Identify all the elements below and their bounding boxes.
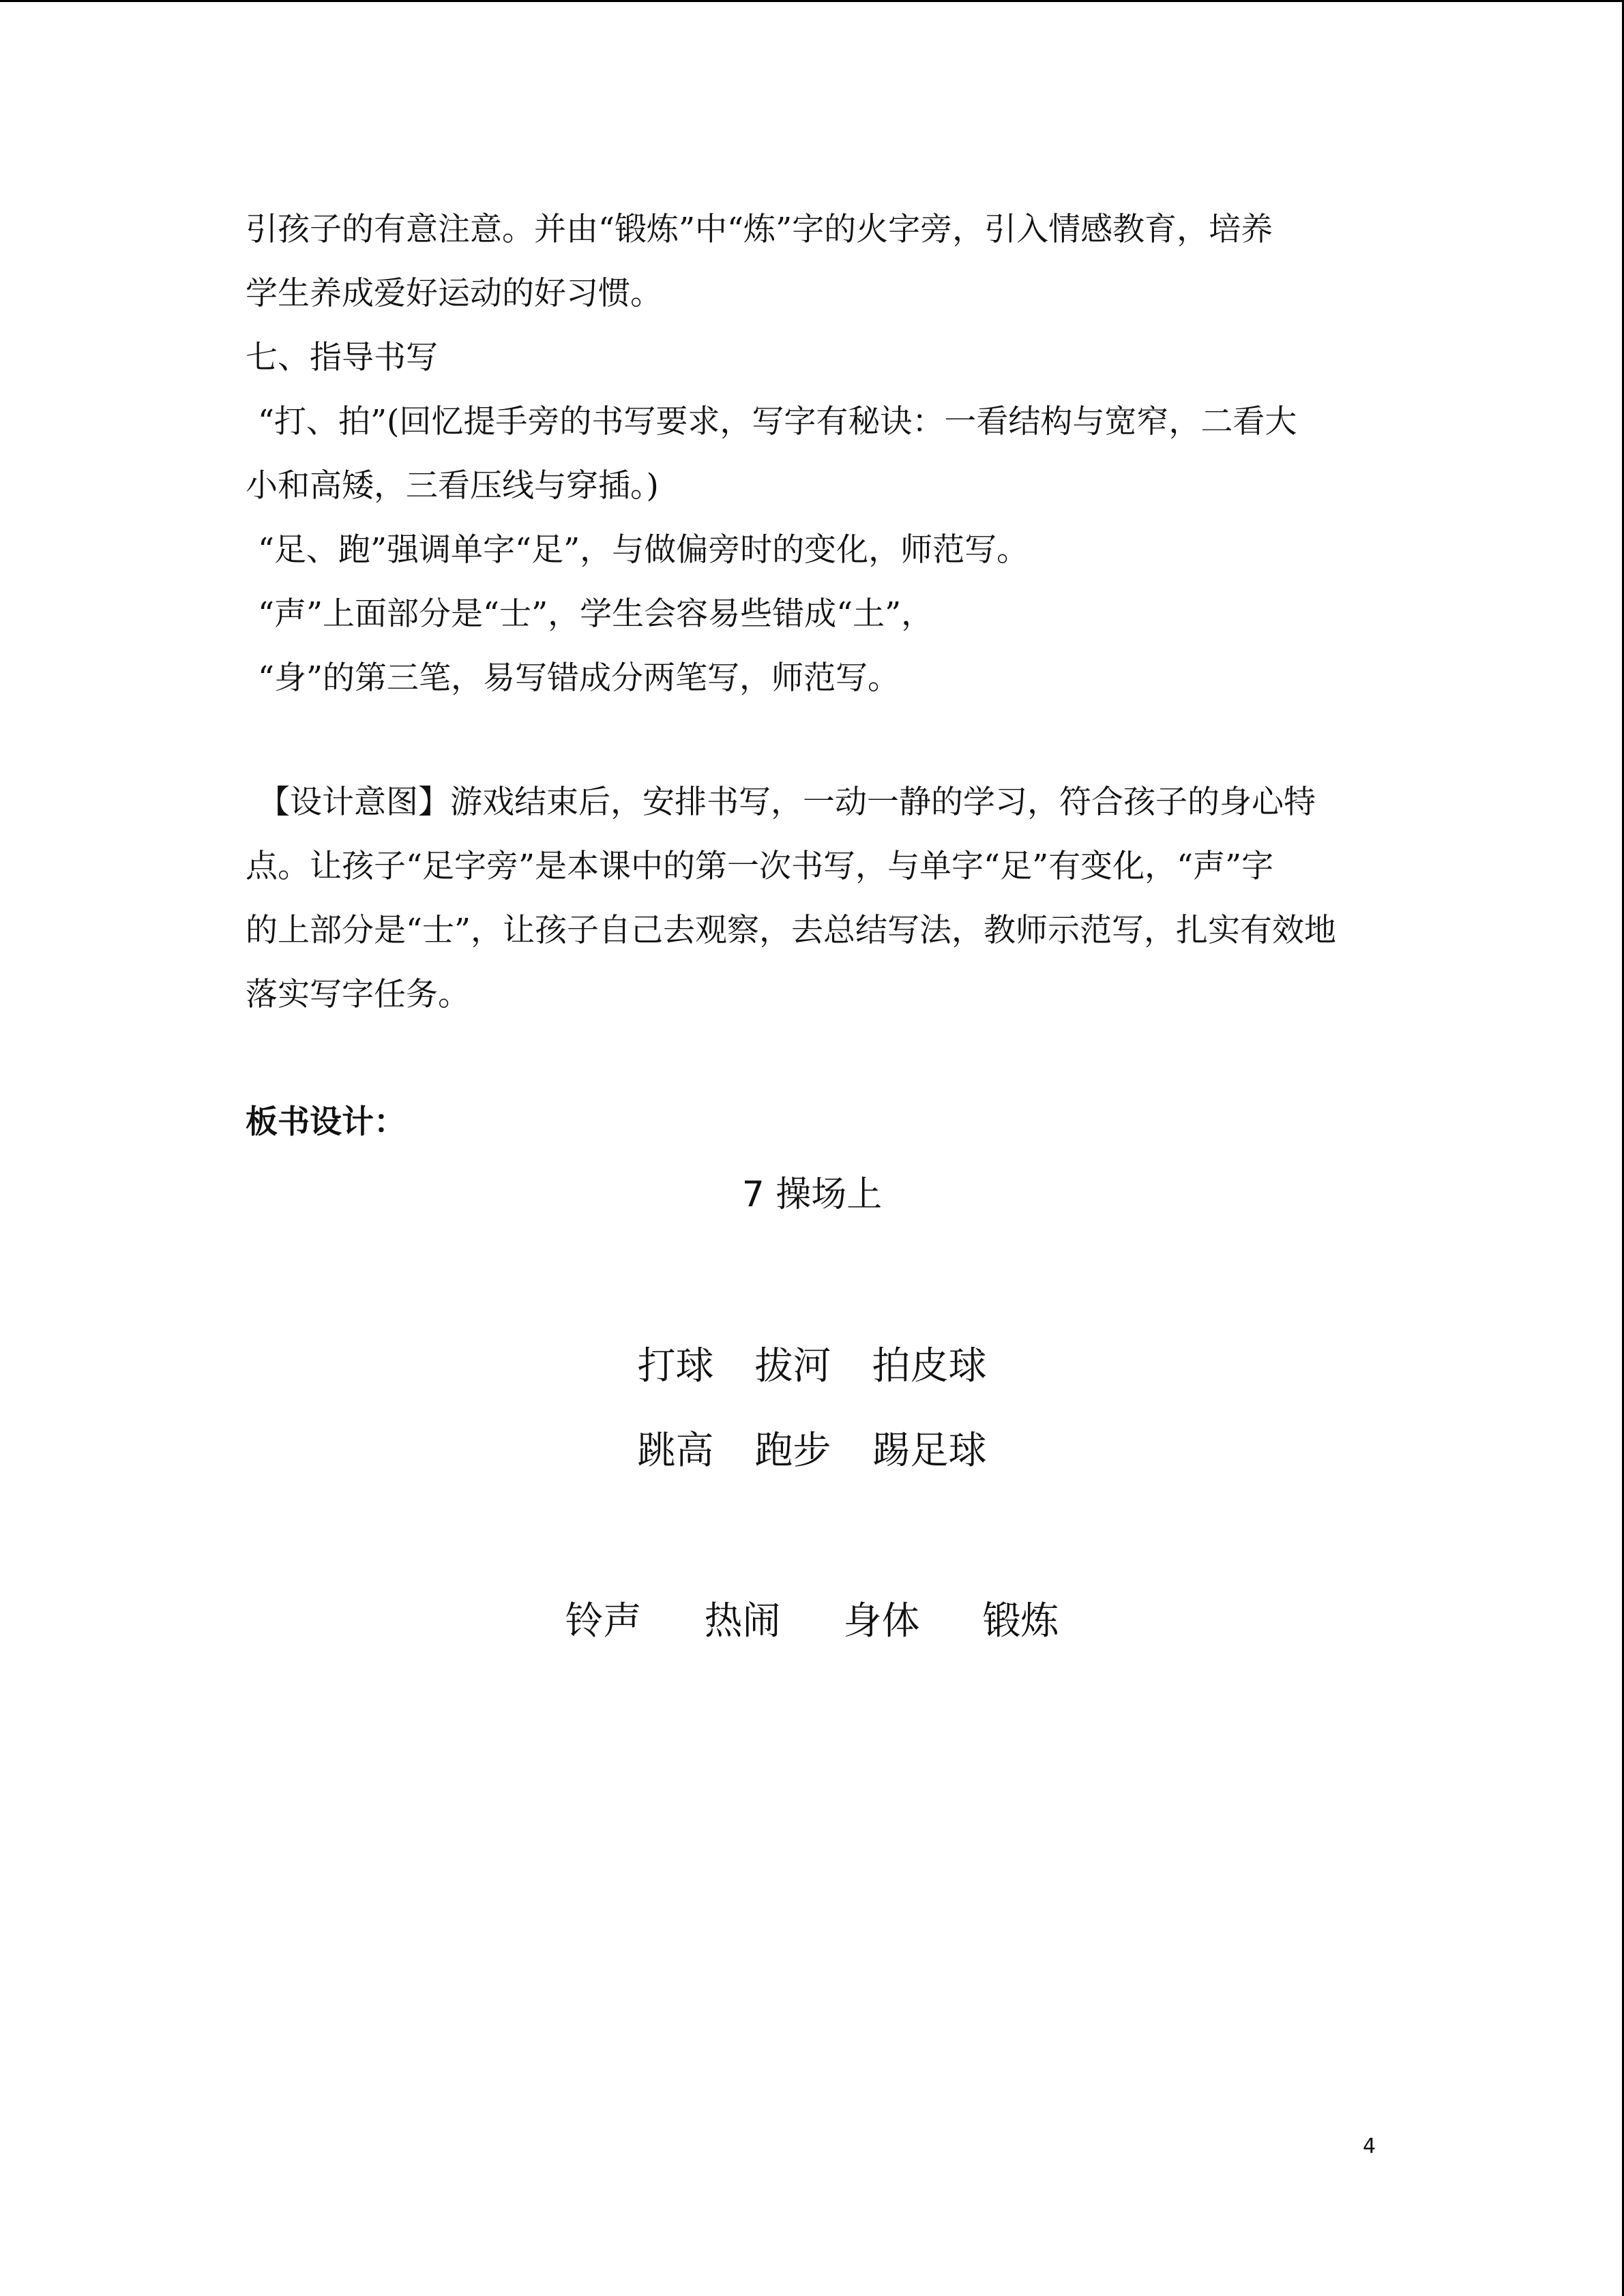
board-word: 热闹: [704, 1599, 781, 1643]
board-word: 跳高: [637, 1429, 714, 1473]
paragraph-line: 【设计意图】游戏结束后，安排书写，一动一静的学习，符合孩子的身心特: [258, 784, 1316, 821]
page-number: 4: [1363, 2134, 1376, 2158]
board-word: 跑步: [754, 1429, 831, 1473]
board-word: 拍皮球: [872, 1344, 987, 1388]
board-word: 打球: [637, 1344, 714, 1388]
board-design-heading: 板书设计：: [246, 1103, 406, 1141]
board-word: 身体: [843, 1599, 920, 1643]
paragraph-line: “打、拍”(回忆提手旁的书写要求，写字有秘诀：一看结构与宽窄，二看大: [258, 403, 1297, 441]
board-word: 铃声: [565, 1599, 642, 1643]
paragraph-line: 点。让孩子“足字旁”是本课中的第一次书写，与单字“足”有变化，“声”字: [246, 848, 1274, 885]
board-title: 7 操场上: [741, 1174, 883, 1215]
paragraph-line: “声”上面部分是“士”，学生会容易些错成“土”，: [258, 595, 934, 633]
paragraph-line: 小和高矮，三看压线与穿插。): [246, 467, 659, 505]
board-row: [0, 1339, 1624, 1394]
board-row: [0, 1424, 1624, 1478]
section-heading: 七、指导书写: [246, 339, 438, 376]
paragraph-line: 的上部分是“士”，让孩子自己去观察，去总结写法，教师示范写，扎实有效地: [246, 912, 1337, 949]
paragraph-line: “足、跑”强调单字“足”，与做偏旁时的变化，师范写。: [258, 531, 1029, 569]
board-word: 锻炼: [982, 1599, 1059, 1643]
design-intent-block: [246, 771, 1378, 1027]
board-word: 踢足球: [872, 1429, 987, 1473]
paragraph-line: 引孩子的有意注意。并由“锻炼”中“炼”字的火字旁，引入情感教育，培养: [246, 211, 1273, 248]
paragraph-line: 学生养成爱好运动的好习惯。: [246, 275, 662, 312]
paragraph-line: “身”的第三笔，易写错成分两笔写，师范写。: [258, 659, 900, 697]
board-word: 拔河: [754, 1344, 831, 1388]
lesson-text-block: [246, 198, 1378, 711]
page-top-border: [0, 0, 1624, 2]
paragraph-line: 落实写字任务。: [246, 976, 470, 1013]
board-row: [0, 1594, 1624, 1649]
